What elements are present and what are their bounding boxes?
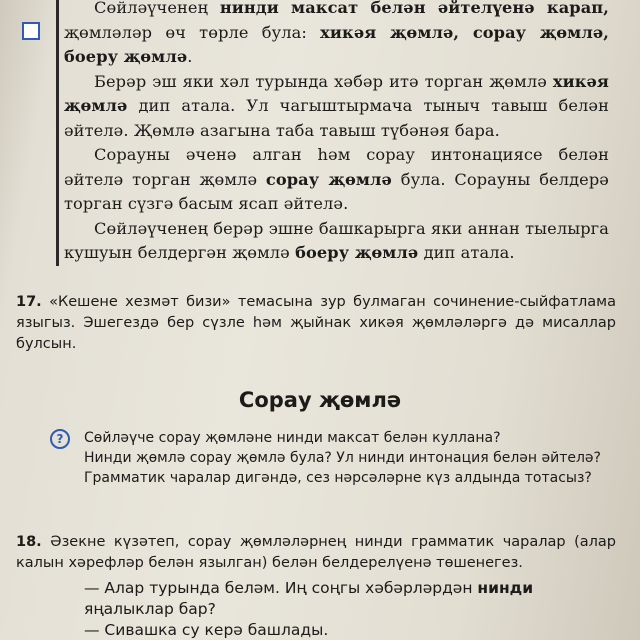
- dialogue-text: яңалыклар бар?: [84, 600, 216, 618]
- dialogue-bold-text: нинди: [477, 579, 534, 597]
- dialogue-block: [84, 578, 614, 640]
- rule-paragraph-2: [64, 70, 609, 144]
- question-item: Сөйләүче сорау җөмләне нинди максат белән куллана?: [84, 430, 501, 446]
- dialogue-text: — Алар турында беләм. Иң соңгы хәбәрләрдән: [84, 579, 478, 597]
- exercise-text: Әзекне күзәтеп, сорау җөмләләрнең нинди грамматик чаралар (алар калын хәрефләр белән язылган) белән белдерелүенә төшенегез.: [16, 534, 616, 571]
- dialogue-line: — Сивашка су керә башлады.: [84, 621, 329, 639]
- rule-paragraph-3: [64, 143, 609, 217]
- rule-bold-text: боеру җөмлә: [64, 47, 188, 66]
- question-item: Грамматик чаралар дигәндә, сез нәрсәләрне күз алдында тотасыз?: [84, 470, 592, 486]
- rule-bold-text: хикәя җөмлә, сорау җөмлә,: [320, 22, 609, 42]
- questions-block: [84, 428, 609, 488]
- rule-text: була. Сорауны белдерә торган сүзгә басым ясап әйтелә.: [64, 169, 609, 213]
- rule-text: дип атала.: [418, 243, 515, 262]
- exercise-18: [16, 532, 616, 574]
- rule-bold-text: нинди максат белән әйтелүенә карап,: [219, 0, 609, 17]
- rule-text: .: [187, 47, 193, 66]
- rule-text: Сөйләүченең: [94, 0, 220, 17]
- rule-paragraph-4: [64, 217, 609, 266]
- exercise-text: «Кешене хезмәт бизи» темасына зур булмаган сочинение-сыйфатлама языгыз. Эшегездә бер сүзле һәм җыйнак хикәя җөмләләргә дә мисаллар булсын.: [16, 294, 616, 352]
- section-title: Сорау җөмлә: [238, 388, 402, 412]
- rule-text: дип атала. Ул чагыштырмача тыныч тавыш белән әйтелә. Җөмлә азагына таба тавыш түбәнәя бара.: [64, 96, 609, 140]
- rule-paragraph-1: [64, 0, 609, 70]
- question-item: Нинди җөмлә сорау җөмлә була? Ул нинди интонация белән әйтелә?: [84, 450, 601, 466]
- rule-bold-text: боеру җөмлә: [295, 243, 419, 262]
- question-icon: ?: [50, 429, 70, 449]
- dialogue-line: [84, 578, 614, 620]
- rule-text: җөмләләр өч төрле була:: [64, 22, 321, 42]
- exercise-17: [16, 292, 616, 355]
- rule-bold-text: сорау җөмлә: [265, 169, 392, 189]
- rule-block: [64, 0, 609, 266]
- rule-bold-text: хикәя җөмлә: [64, 71, 609, 115]
- exercise-number: 18.: [16, 534, 42, 550]
- rule-marker-icon: [22, 22, 40, 40]
- rule-text: Берәр эш яки хәл турында хәбәр итә торган җөмлә: [94, 71, 553, 91]
- rule-text: Сөйләүченең берәр эшне башкарырга яки аннан тыелырга кушуын белдергән җөмлә: [64, 218, 609, 262]
- exercise-number: 17.: [16, 294, 42, 310]
- rule-text: Сорауны әченә алган һәм сорау интонациясе белән әйтелә торган җөмлә: [64, 145, 609, 189]
- rule-side-bar: [56, 0, 59, 266]
